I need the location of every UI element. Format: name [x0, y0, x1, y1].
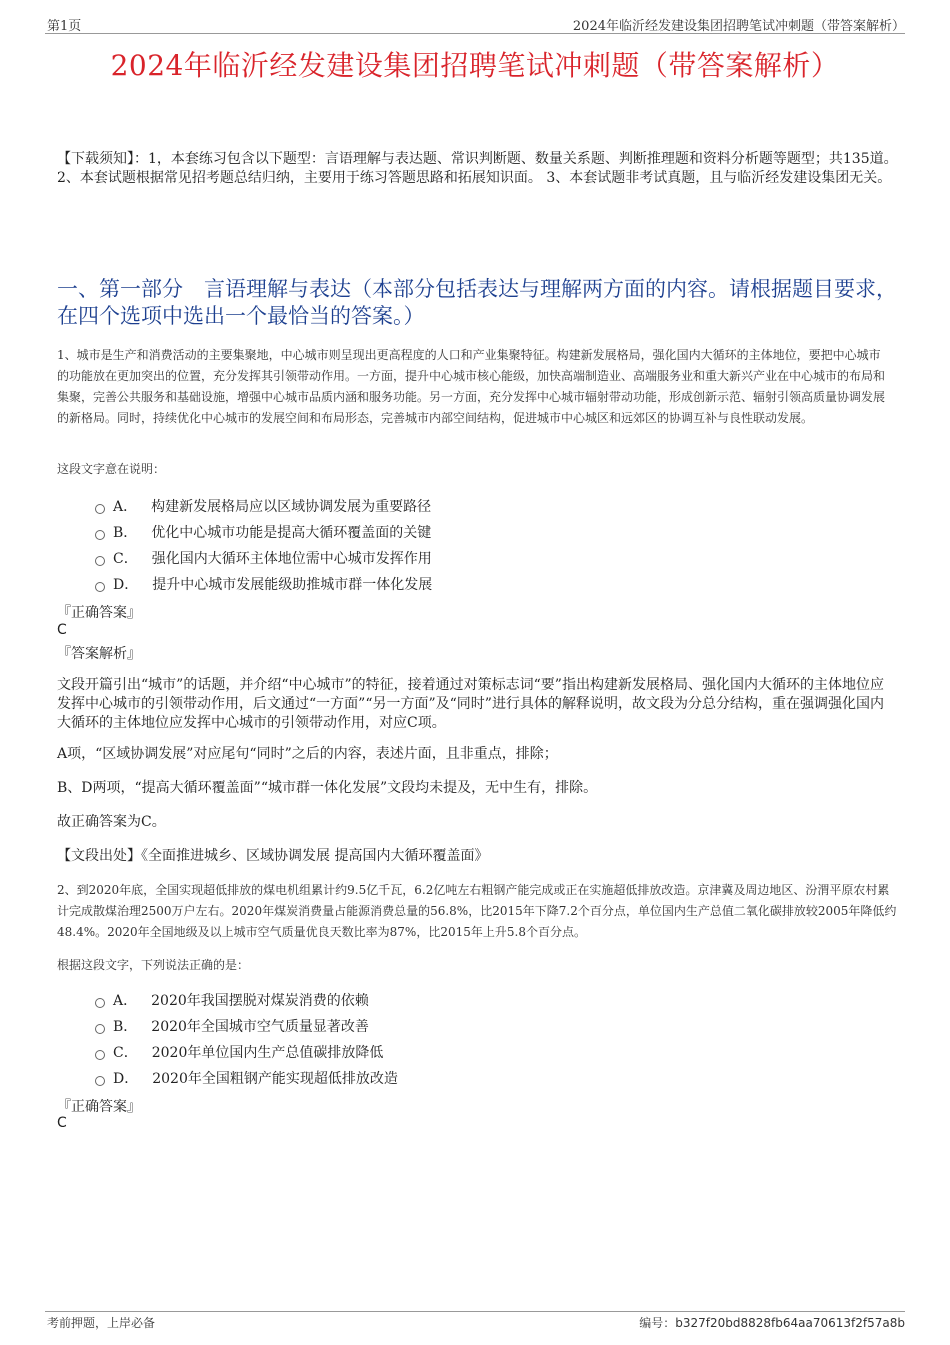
question-2-text: 2、到2020年底，全国实现超低排放的煤电机组累计约9.5亿千瓦，6.2亿吨左右粗钢产能完成或正在实施超低排放改造。京津冀及周边地区、汾渭平原农村累计完成散煤治理2500万户左右。2020年煤炭消费量占能源消费总量的56.8%，比2015年下降7.2个百分点，单位国内生产总值二氧化碳排放较2005年降低约48.4%。2020年全国地级及以上城市空气质量优良天数比率为87%，比2015年上升5.8个百分点。 — [57, 883, 897, 939]
option-d[interactable] — [95, 572, 432, 598]
section-heading: 一、第一部分 言语理解与表达（本部分包括表达与理解两方面的内容。请根据题目要求，在四个选项中选出一个最恰当的答案。） — [57, 277, 897, 328]
header-doc-title: 2024年临沂经发建设集团招聘笔试冲刺题（带答案解析） — [572, 19, 905, 34]
option-letter: D． — [113, 1071, 139, 1087]
analysis-label: 『答案解析』 — [57, 646, 141, 662]
option-d[interactable] — [95, 1066, 398, 1092]
option-letter: B． — [113, 1019, 138, 1035]
option-text: 提升中心城市发展能级助推城市群一体化发展 — [152, 577, 433, 593]
option-a[interactable] — [95, 494, 432, 520]
footer-divider — [45, 1311, 905, 1312]
radio-icon[interactable] — [95, 1076, 105, 1086]
footer-code — [639, 1314, 905, 1331]
option-letter: A． — [113, 993, 138, 1009]
option-text: 强化国内大循环主体地位需中心城市发挥作用 — [151, 551, 432, 567]
radio-icon[interactable] — [95, 504, 105, 514]
analysis-source: 【文段出处】《全面推进城乡、区域协调发展 提高国内大循环覆盖面》 — [57, 848, 489, 864]
option-text: 构建新发展格局应以区域协调发展为重要路径 — [151, 499, 432, 515]
answer-label: 『正确答案』 — [57, 605, 141, 621]
option-a[interactable] — [95, 988, 398, 1014]
option-text: 优化中心城市功能是提高大循环覆盖面的关键 — [151, 525, 432, 541]
option-c[interactable] — [95, 546, 432, 572]
option-letter: A． — [113, 499, 138, 515]
analysis-paragraph: B、D两项，“提高大循环覆盖面”“城市群一体化发展”文段均未提及，无中生有，排除。 — [57, 780, 598, 796]
option-letter: D． — [113, 577, 139, 593]
option-b[interactable] — [95, 1014, 398, 1040]
answer-value: C — [57, 622, 67, 638]
footer-slogan: 考前押题，上岸必备 — [47, 1316, 156, 1330]
question-1-prompt: 这段文字意在说明： — [57, 462, 166, 476]
option-letter: C． — [113, 1045, 138, 1061]
page-number: 第1页 — [47, 19, 82, 34]
download-notice: 【下载须知】：1，本套练习包含以下题型：言语理解与表达题、常识判断题、数量关系题、判断推理题和资料分析题等题型；共135道。 2、本套试题根据常见招考题总结归纳，主要用于练习答题思路和拓展知识面。 3、本套试题非考试真题，且与临沂经发建设集团无关。 — [57, 151, 898, 186]
analysis-paragraph: A项，“区域协调发展”对应尾句“同时”之后的内容，表述片面，且非重点，排除； — [57, 746, 558, 762]
option-text: 2020年我国摆脱对煤炭消费的依赖 — [151, 993, 369, 1009]
question-2-options — [95, 988, 398, 1092]
answer-value: C — [57, 1115, 67, 1131]
footer-code-value: b327f20bd8828fb64aa70613f2f57a8b — [675, 1316, 905, 1330]
radio-icon[interactable] — [95, 556, 105, 566]
radio-icon[interactable] — [95, 582, 105, 592]
analysis-paragraph: 文段开篇引出“城市”的话题，并介绍“中心城市”的特征，接着通过对策标志词“要”指出构建新发展格局、强化国内大循环的主体地位应发挥中心城市的引领带动作用，后文通过“一方面”“另一方面”及“同时”进行具体的解释说明，故文段为分总分结构，重在强调强化国内大循环的主体地位应发挥中心城市的引领带动作用，对应C项。 — [57, 677, 884, 731]
option-c[interactable] — [95, 1040, 398, 1066]
footer-code-label: 编号： — [639, 1316, 676, 1330]
option-letter: B． — [113, 525, 138, 541]
question-2-prompt: 根据这段文字，下列说法正确的是： — [57, 958, 250, 972]
radio-icon[interactable] — [95, 1050, 105, 1060]
option-text: 2020年全国城市空气质量显著改善 — [151, 1019, 369, 1035]
analysis-conclusion: 故正确答案为C。 — [57, 814, 166, 830]
option-letter: C． — [113, 551, 138, 567]
option-text: 2020年全国粗钢产能实现超低排放改造 — [152, 1071, 398, 1087]
question-1-options — [95, 494, 432, 598]
radio-icon[interactable] — [95, 998, 105, 1008]
page-title: 2024年临沂经发建设集团招聘笔试冲刺题（带答案解析） — [110, 49, 840, 82]
header-divider — [45, 33, 905, 34]
question-1-text: 1、城市是生产和消费活动的主要集聚地，中心城市则呈现出更高程度的人口和产业集聚特征。构建新发展格局，强化国内大循环的主体地位，要把中心城市的功能放在更加突出的位置，充分发挥其引领带动作用。一方面，提升中心城市核心能级，加快高端制造业、高端服务业和重大新兴产业在中心城市的布局和集聚，完善公共服务和基础设施，增强中心城市品质内涵和服务功能。另一方面，充分发挥中心城市辐射带动功能，形成创新示范、辐射引领高质量协调发展的新格局。同时，持续优化中心城市的发展空间和布局形态，完善城市内部空间结构，促进城市中心城区和远郊区的协调互补与良性联动发展。 — [57, 348, 886, 425]
option-b[interactable] — [95, 520, 432, 546]
option-text: 2020年单位国内生产总值碳排放降低 — [151, 1045, 384, 1061]
radio-icon[interactable] — [95, 530, 105, 540]
radio-icon[interactable] — [95, 1024, 105, 1034]
answer-label: 『正确答案』 — [57, 1099, 141, 1115]
